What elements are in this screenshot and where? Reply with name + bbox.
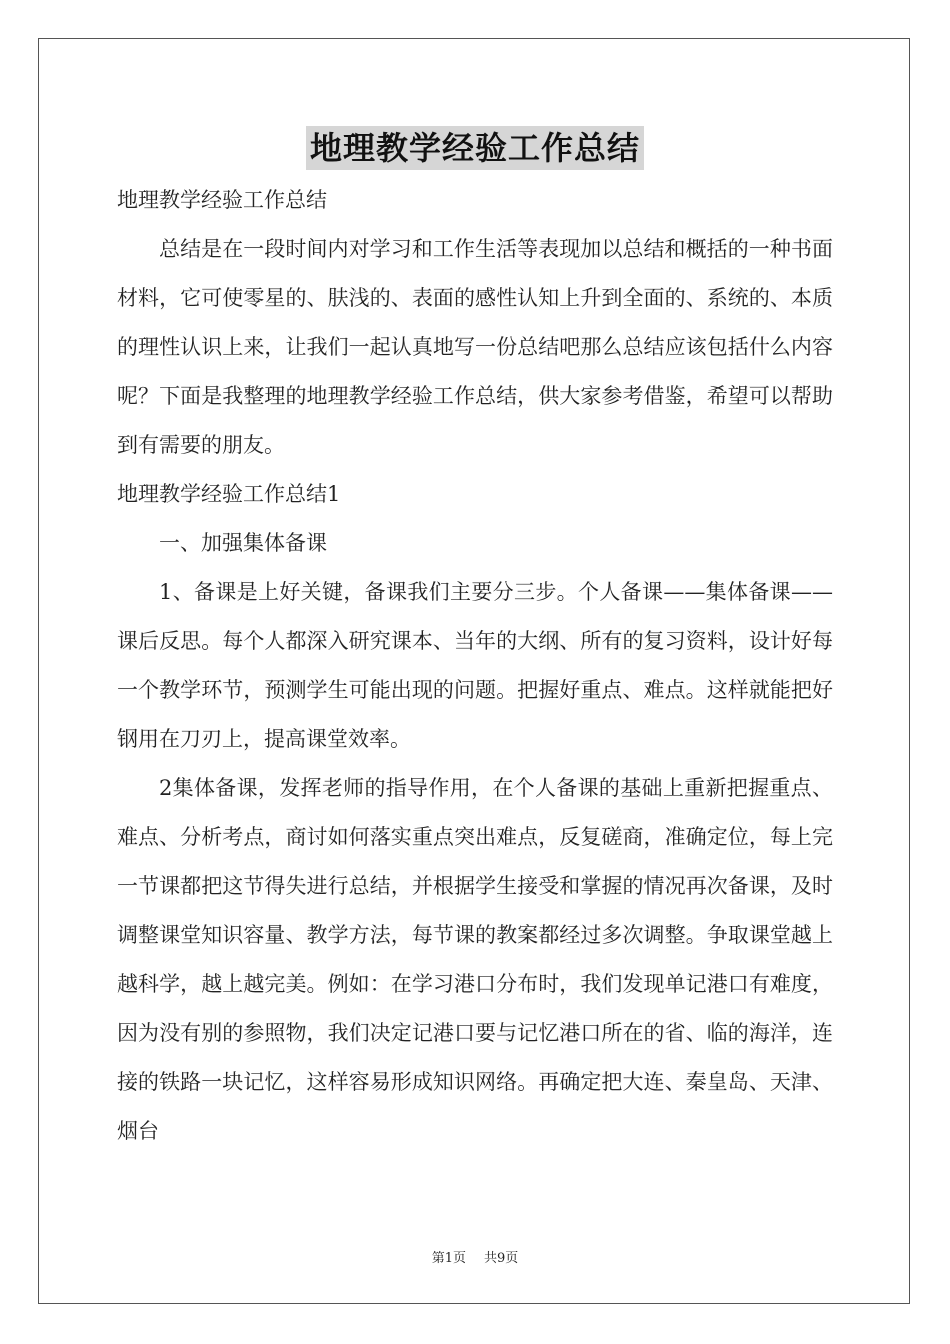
document-title: 地理教学经验工作总结 bbox=[306, 126, 644, 170]
document-body bbox=[117, 176, 833, 1156]
page-footer bbox=[0, 1247, 950, 1266]
paragraph-item-2: 2集体备课，发挥老师的指导作用，在个人备课的基础上重新把握重点、难点、分析考点，商讨如何落实重点突出难点，反复磋商，准确定位，每上完一节课都把这节得失进行总结，并根据学生接受和掌握的情况再次备课，及时调整课堂知识容量、教学方法，每节课的教案都经过多次调整。争取课堂越上越科学，越上越完美。例如：在学习港口分布时，我们发现单记港口有难度，因为没有别的参照物，我们决定记港口要与记忆港口所在的省、临的海洋，连接的铁路一块记忆，这样容易形成知识网络。再确定把大连、秦皇岛、天津、烟台 bbox=[117, 776, 833, 1143]
paragraph-subtitle: 地理教学经验工作总结 bbox=[117, 188, 327, 212]
page-total: 共9页 bbox=[484, 1251, 519, 1266]
paragraph-section-heading: 地理教学经验工作总结1 bbox=[117, 482, 341, 506]
paragraph-subheading: 一、加强集体备课 bbox=[159, 531, 327, 555]
title-container bbox=[0, 126, 950, 170]
paragraph-intro: 总结是在一段时间内对学习和工作生活等表现加以总结和概括的一种书面材料，它可使零星的、肤浅的、表面的感性认知上升到全面的、系统的、本质的理性认识上来，让我们一起认真地写一份总结吧那么总结应该包括什么内容呢？下面是我整理的地理教学经验工作总结，供大家参考借鉴，希望可以帮助到有需要的朋友。 bbox=[117, 237, 833, 457]
paragraph-item-1: 1、备课是上好关键，备课我们主要分三步。个人备课——集体备课——课后反思。每个人都深入研究课本、当年的大纲、所有的复习资料，设计好每一个教学环节，预测学生可能出现的问题。把握好重点、难点。这样就能把好钢用在刀刃上，提高课堂效率。 bbox=[117, 580, 833, 751]
page-number: 第1页 bbox=[431, 1251, 466, 1266]
